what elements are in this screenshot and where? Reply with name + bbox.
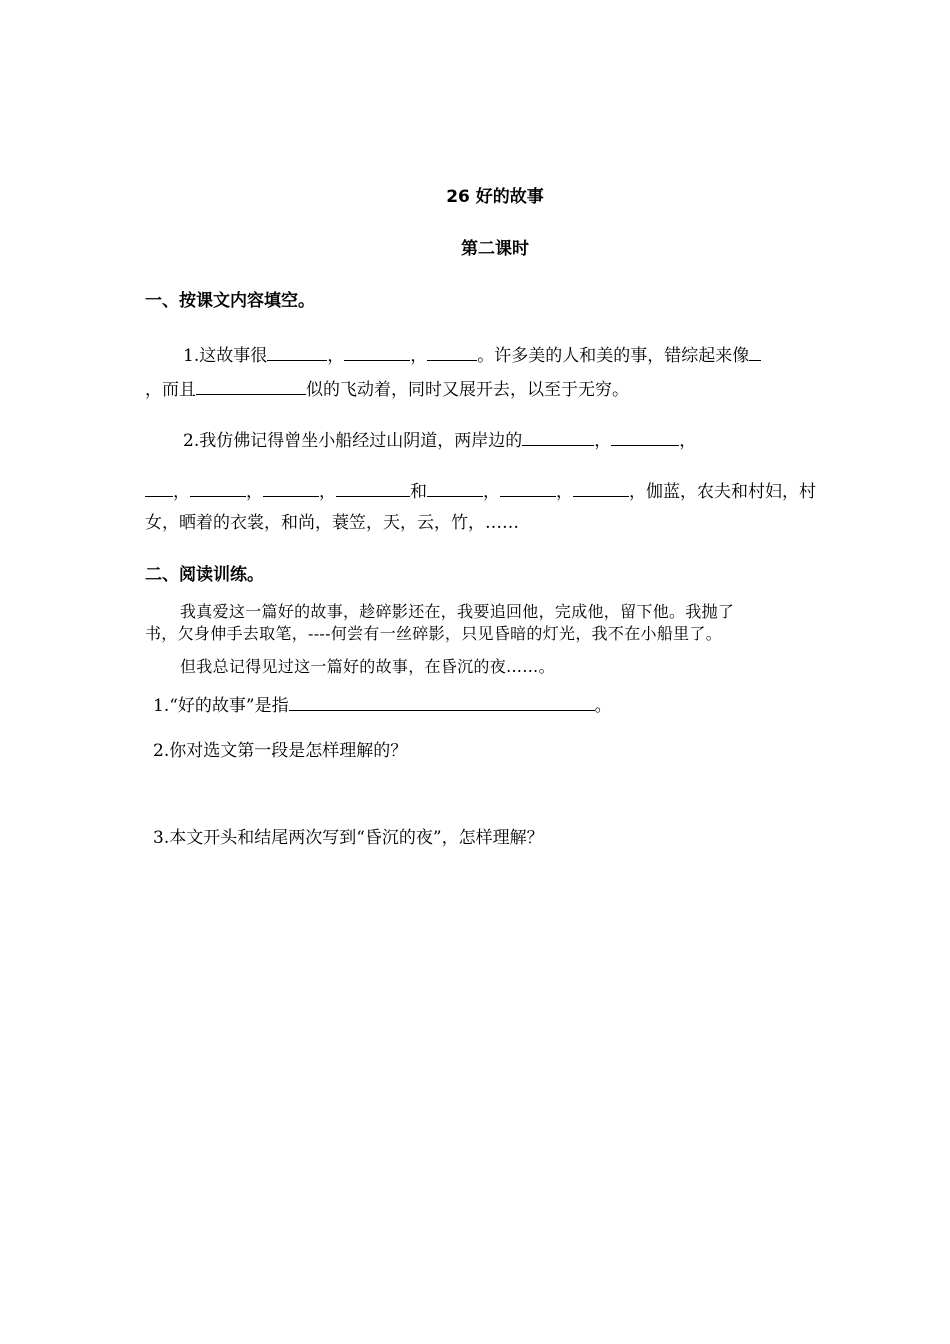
q1-comma: ， bbox=[410, 346, 428, 366]
q2-comma: ， bbox=[319, 482, 336, 502]
q1-comma: ， bbox=[327, 346, 345, 366]
reading-question-2: 2.你对选文第一段是怎样理解的？ bbox=[153, 741, 408, 761]
answer-blank[interactable] bbox=[190, 478, 246, 497]
reading-q1-end: 。 bbox=[594, 696, 612, 716]
answer-blank[interactable] bbox=[267, 342, 327, 361]
section-2-heading: 二、阅读训练。 bbox=[145, 565, 264, 585]
fill-question-1-line-1 bbox=[183, 342, 761, 367]
q1-text-cont: ，而且 bbox=[145, 380, 196, 400]
answer-blank[interactable] bbox=[427, 478, 483, 497]
q2-text-start: 2.我仿佛记得曾坐小船经过山阴道，两岸边的 bbox=[183, 431, 523, 451]
answer-blank[interactable] bbox=[336, 478, 410, 497]
passage-line-2: 书，欠身伸手去取笔，----何尝有一丝碎影，只见昏暗的灯光，我不在小船里了。 bbox=[145, 624, 723, 643]
answer-blank[interactable] bbox=[749, 342, 761, 361]
q1-text-end: 似的飞动着，同时又展开去，以至于无穷。 bbox=[306, 380, 629, 400]
answer-blank[interactable] bbox=[427, 342, 477, 361]
q1-text-mid: 。许多美的人和美的事，错综起来像 bbox=[477, 346, 750, 366]
answer-blank[interactable] bbox=[289, 692, 595, 711]
page-title: 26 好的故事 bbox=[446, 187, 544, 207]
q2-comma: ， bbox=[246, 482, 263, 502]
q2-text-tail: ，伽蓝，农夫和村妇，村 bbox=[629, 482, 816, 502]
q2-comma: ， bbox=[679, 431, 697, 451]
passage-line-1: 我真爱这一篇好的故事，趁碎影还在，我要追回他，完成他，留下他。我抛了 bbox=[180, 602, 735, 621]
q2-comma: ， bbox=[483, 482, 500, 502]
q2-comma: ， bbox=[173, 482, 190, 502]
q1-text-start: 1.这故事很 bbox=[183, 346, 268, 366]
q2-and: 和 bbox=[410, 482, 427, 502]
reading-q1-text: 1.“好的故事”是指 bbox=[153, 696, 289, 716]
answer-blank[interactable] bbox=[344, 342, 410, 361]
answer-blank[interactable] bbox=[522, 427, 594, 446]
answer-blank[interactable] bbox=[611, 427, 679, 446]
answer-blank[interactable] bbox=[196, 376, 306, 395]
q2-comma: ， bbox=[556, 482, 573, 502]
section-1-heading: 一、按课文内容填空。 bbox=[145, 291, 315, 311]
answer-blank[interactable] bbox=[500, 478, 556, 497]
reading-question-1 bbox=[153, 692, 612, 717]
reading-question-3: 3.本文开头和结尾两次写到“昏沉的夜”，怎样理解？ bbox=[153, 828, 544, 848]
answer-blank[interactable] bbox=[145, 478, 173, 497]
answer-blank[interactable] bbox=[573, 478, 629, 497]
fill-question-2-line-1 bbox=[183, 427, 696, 452]
fill-question-2-line-2 bbox=[145, 478, 816, 503]
q2-comma: ， bbox=[594, 431, 612, 451]
fill-question-2-line-3: 女，晒着的衣裳，和尚，蓑笠，天，云，竹，…… bbox=[145, 513, 519, 533]
page-subtitle: 第二课时 bbox=[461, 239, 529, 259]
fill-question-1-line-2 bbox=[145, 376, 629, 401]
answer-blank[interactable] bbox=[263, 478, 319, 497]
passage-line-3: 但我总记得见过这一篇好的故事，在昏沉的夜……。 bbox=[180, 657, 555, 676]
